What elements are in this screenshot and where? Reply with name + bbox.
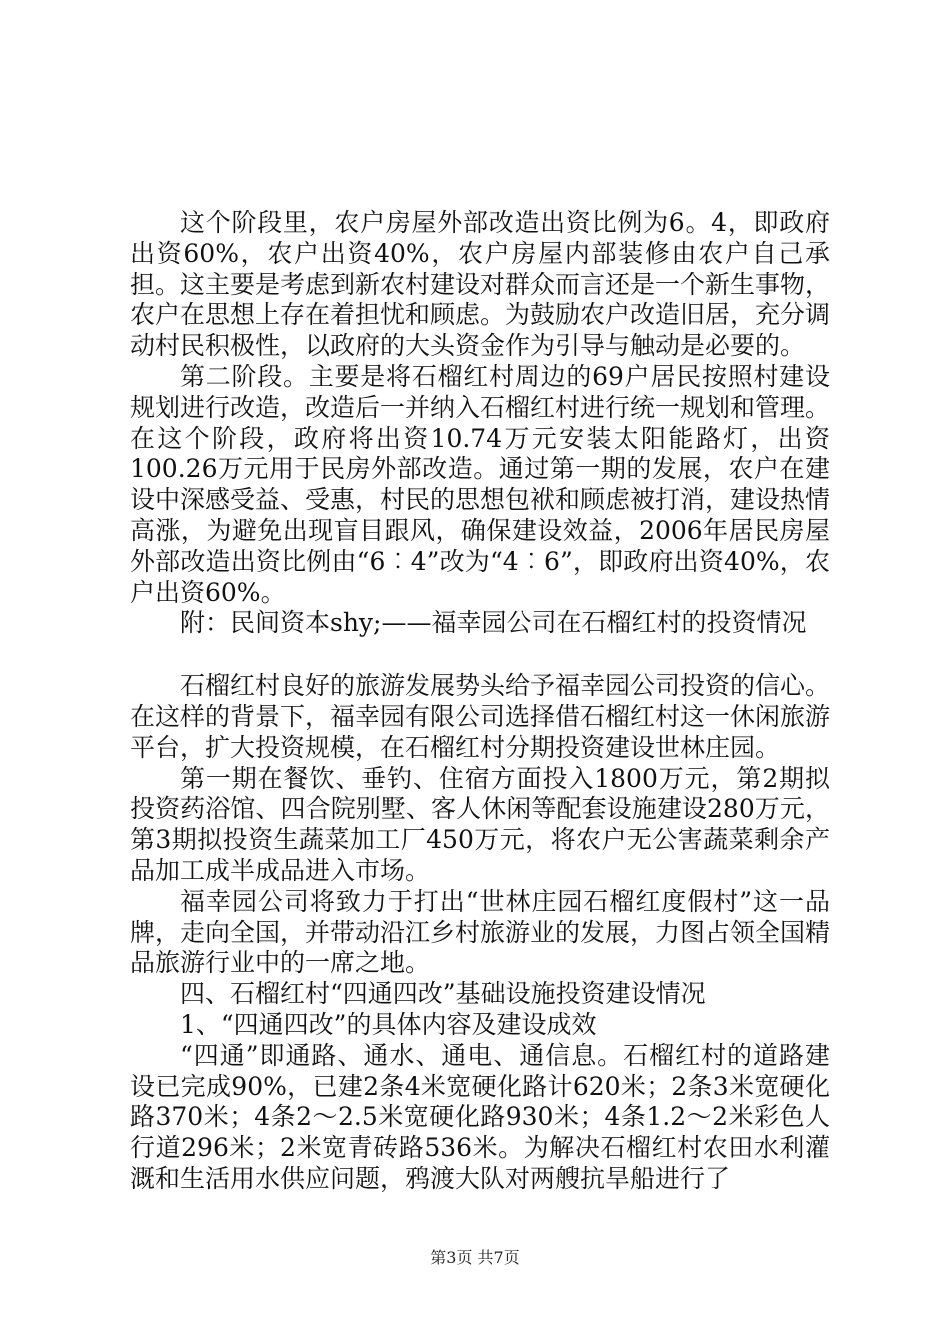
paragraph-2: 第二阶段。主要是将石榴红村周边的69户居民按照村建设规划进行改造，改造后一并纳入石榴红村进行统一规划和管理。在这个阶段，政府将出资10.74万元安装太阳能路灯，出资100.26万元用于民房外部改造。通过第一期的发展，农户在建设中深感受益、受惠，村民的思想包袱和顾虑被打消，建设热情高涨，为避免出现盲目跟风，确保建设效益，2006年居民房屋外部改造出资比例由“6︰4”改为“4︰6”，即政府出资40%，农户出资60%。: [130, 361, 831, 607]
paragraph-4: 第一期在餐饮、垂钓、住宿方面投入1800万元，第2期拟投资药浴馆、四合院别墅、客人休闲等配套设施建设280万元，第3期拟投资生蔬菜加工厂450万元，将农户无公害蔬菜剩余产品加工成半成品进入市场。: [130, 763, 830, 885]
paragraph-5: 福幸园公司将致力于打出“世林庄园石榴红度假村”这一品牌，走向全国，并带动沿江乡村旅游业的发展，力图占领全国精品旅游行业中的一席之地。: [130, 886, 831, 978]
paragraph-6: “四通”即通路、通水、通电、通信息。石榴红村的道路建设已完成90%，已建2条4米宽硬化路计620米；2条3米宽硬化路370米；4条2～2.5米宽硬化路930米；4条1.2～2米彩色人行道296米；2米宽青砖路536米。为解决石榴红村农田水利灌溉和生活用水供应问题，鸦渡大队对两艘抗旱船进行了: [130, 1040, 830, 1193]
paragraph-3: 石榴红村良好的旅游发展势头给予福幸园公司投资的信心。在这样的背景下，福幸园有限公司选择借石榴红村这一休闲旅游平台，扩大投资规模，在石榴红村分期投资建设世林庄园。: [130, 671, 831, 762]
paragraph-1: 这个阶段里，农户房屋外部改造出资比例为6。4，即政府出资60%，农户出资40%，农户房屋内部装修由农户自己承担。这主要是考虑到新农村建设对群众而言还是一个新生事物，农户在思想上存在着担忧和顾虑。为鼓励农户改造旧居，充分调动村民积极性，以政府的大头资金作为引导与触动是必要的。: [130, 208, 831, 361]
page-number-footer: 第3页 共7页: [430, 1248, 520, 1267]
section-heading: 四、石榴红村“四通四改”基础设施投资建设情况: [180, 979, 706, 1009]
appendix-heading: 附：民间资本shy;——福幸园公司在石榴红村的投资情况: [180, 608, 807, 638]
subsection-heading: 1、“四通四改”的具体内容及建设成效: [180, 1009, 597, 1039]
body-text: [130, 208, 830, 1195]
